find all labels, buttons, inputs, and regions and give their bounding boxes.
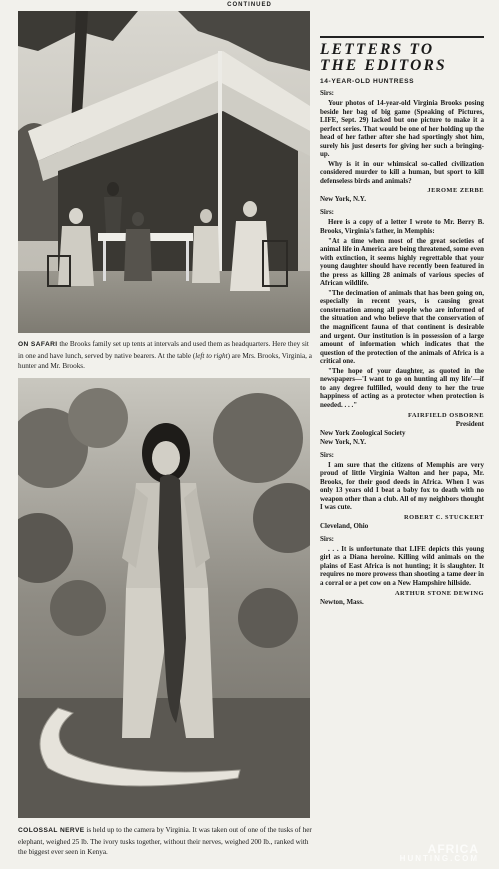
letter-signature-title: President <box>455 419 484 428</box>
letters-title-line2: THE EDITORS <box>320 57 447 74</box>
elephant-tusk-photo <box>18 378 310 818</box>
letter-paragraph: I am sure that the citizens of Memphis are very proud of little Virginia Walton and her papa, Mr. Brooks, for their good deeds in Africa. When I was only 13 years old I beat a baby fox to death with no weapon other than a club. All of my neighbors thought I was cute. <box>320 460 484 512</box>
letter-paragraph: Here is a copy of a letter I wrote to Mr. Berry B. Brooks, Virginia's father, in Memphis: <box>320 218 484 236</box>
letter-location: Newton, Mass. <box>320 597 364 606</box>
safari-tent-photo <box>18 11 310 333</box>
letter-paragraph: "The decimation of animals that has been going on, especially in recent years, is causing great consternation among all people who are informed of the situation and who believe that the conservation of the magnificent fauna of that continent is desirable and urgent. Our institution is in possession of a large amount of information which indicates that the question of the protection of the animals of Africa is a critical one. <box>320 288 484 366</box>
letter-paragraph: "At a time when most of the great societies of animal life in America are being threatened, some even with extinction, it seems highly regrettable that your young daughter should have recently been featured in the press as killing 28 animals of various species of African wildlife. <box>320 236 484 288</box>
letter-paragraph: "The hope of your daughter, as quoted in the newspapers—'I want to go on hunting all my life'—if to any degree fulfilled, would deny to her the true happiness of acting as a protector when protection is needed. . . ." <box>320 366 484 409</box>
letter-zerbe <box>320 89 484 204</box>
letter-salutation: Sirs: <box>320 208 334 217</box>
caption-text: the Brooks family set up tents at intervals and used them as headquarters. Here they sit in one and have lunch, served by native bearers. At the table ( <box>18 340 309 360</box>
letters-title-line1: LETTERS TO <box>320 41 435 58</box>
caption-text: is held up to the camera by Virginia. It was taken out of one of the tusks of her elephant, weighed 25 lb. The ivory tusks together, without their nerves, weighed 200 lb., ranked with the biggest ever seen in Kenya. <box>18 826 312 857</box>
watermark-logo <box>399 842 479 863</box>
letter-stuckert <box>320 451 484 531</box>
caption-lead: COLOSSAL NERVE <box>18 827 85 834</box>
letter-location: New York, N.Y. <box>320 195 366 204</box>
caption-italic: left to right <box>195 351 228 360</box>
letter-location: New York Zoological Society New York, N.Y. <box>320 428 406 446</box>
letter-salutation: Sirs: <box>320 534 334 543</box>
letters-title <box>320 42 484 74</box>
letters-subhead: 14-YEAR-OLD HUNTRESS <box>320 78 415 85</box>
caption-lead: ON SAFARI <box>18 341 58 348</box>
letter-paragraph: Why is it in our whimsical so-called civilization considered murder to kill a human, but sport to kill defenseless birds and animals? <box>320 159 484 185</box>
letter-paragraph: . . . It is unfortunate that LIFE depicts this young girl as a Diana heroine. Killing wild animals on the plains of East Africa is not hunting; it is slaughter. It requires no more prowess than shooting a tame deer in a corral or a pet cow on a New Hampshire hillside. <box>320 544 484 587</box>
letter-signature: FAIRFIELD OSBORNE <box>407 411 484 419</box>
letters-column <box>320 36 484 856</box>
page-header: CONTINUED <box>227 2 272 8</box>
caption-on-safari <box>18 339 314 372</box>
letter-salutation: Sirs: <box>320 89 334 97</box>
letter-signature: JEROME ZERBE <box>427 187 484 195</box>
letter-salutation: Sirs: <box>320 450 334 459</box>
letter-osborne <box>320 208 484 446</box>
letter-dewing <box>320 535 484 607</box>
letter-signature: ARTHUR STONE DEWING <box>394 589 484 597</box>
letter-paragraph: Your photos of 14-year-old Virginia Brooks posing beside her bag of big game (Speaking of Pictures, LIFE, Sept. 29) lacked but one picture to make it a perfect series. That would be one of her holding up the head of her father after she had sportingly shot him, surely his just deserts for giving her such a bringing-up. <box>320 99 484 159</box>
watermark-line2: HUNTING.COM <box>399 854 479 863</box>
watermark-line1: AFRICA <box>427 842 479 856</box>
caption-colossal-nerve <box>18 825 314 858</box>
caption-text-end: ) are Mrs. Brooks, Virginia, a hunter and Mr. Brooks. <box>18 351 312 371</box>
title-rule <box>320 36 484 38</box>
letter-location: Cleveland, Ohio <box>320 521 369 530</box>
letter-signature: ROBERT C. STUCKERT <box>404 513 484 521</box>
